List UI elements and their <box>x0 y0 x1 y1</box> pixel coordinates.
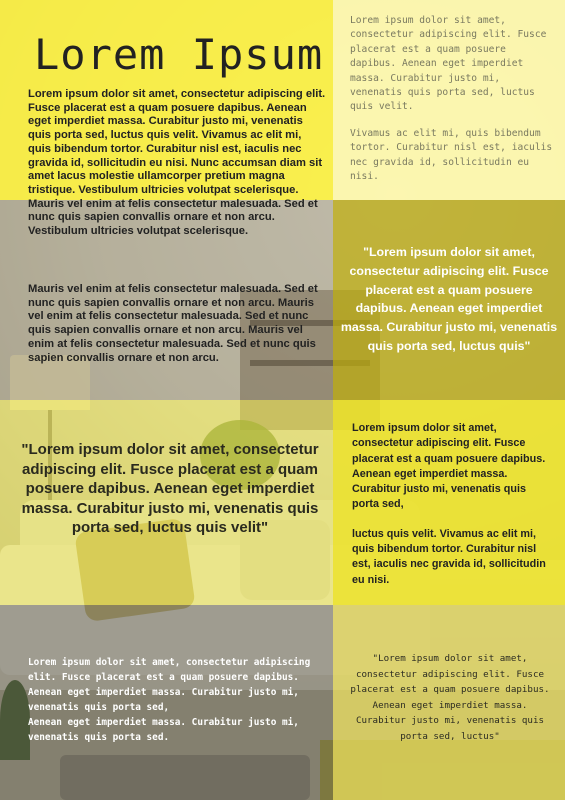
bottom-left-paragraph-2: Aenean eget imperdiet massa. Curabitur justo mi, venenatis quis porta sed. <box>28 717 299 743</box>
pull-quote-right: "Lorem ipsum dolor sit amet, consectetur adipiscing elit. Fusce placerat est a quam posuere dapibus. Aenean eget imperdiet massa. Curabitur justo mi, venenatis quis porta sed, luctus quis" <box>340 245 558 353</box>
page-title: Lorem Ipsum <box>34 30 324 79</box>
right-bold-paragraph-1: Lorem ipsum dolor sit amet, consectetur adipiscing elit. Fusce placerat est a quam posuere dapibus. Aenean eget imperdiet massa. Curabitur justo mi, venenatis quis porta sed, <box>352 422 546 511</box>
right-bold-text <box>352 421 554 602</box>
bottom-right-quote: "Lorem ipsum dolor sit amet, consectetur adipiscing elit. Fusce placerat est a quam posuere dapibus. Aenean eget imperdiet massa. Curabitur justo mi, venenatis quis porta sed, luctus" <box>350 653 550 742</box>
second-paragraph: Mauris vel enim at felis consectetur malesuada. Sed et nunc quis sapien convallis ornare et non arcu. Mauris vel enim at felis consectetur malesuada. Sed et nunc quis sapien convallis ornare et non arcu. Mauris vel enim at felis consectetur malesuada. Sed et nunc quis sapien convallis ornare et non arcu. <box>28 283 318 364</box>
intro-paragraph: Lorem ipsum dolor sit amet, consectetur adipiscing elit. Fusce placerat est a quam posuere dapibus. Aenean eget imperdiet massa. Curabitur justo mi, venenatis quis porta sed, luctus quis velit. Vivamus ac elit mi, quis bibendum tortor. Curabitur nisl est, iaculis nec gravida id, sollicitudin eu nisi. Nunc accumsan diam sit amet lacus molestie ullamcorper pretium magna tristique. Vestibulum ultricies volutpat scelerisque. Mauris vel enim at felis consectetur malesuada. Sed et nunc quis sapien convallis ornare et non arcu. Vestibulum ultricies volutpat scelerisque. <box>28 88 326 238</box>
bottom-left-text <box>28 655 328 745</box>
right-bold-paragraph-2: luctus quis velit. Vivamus ac elit mi, quis bibendum tortor. Curabitur nisl est, iaculis nec gravida id, sollicitudin eu nisi. <box>352 527 546 586</box>
top-right-text <box>350 14 555 196</box>
pull-quote-left: "Lorem ipsum dolor sit amet, consectetur adipiscing elit. Fusce placerat est a quam posuere dapibus. Aenean eget imperdiet massa. Curabitur justo mi, venenatis quis porta sed, luctus quis velit" <box>21 441 319 537</box>
bottom-left-paragraph-1: Lorem ipsum dolor sit amet, consectetur adipiscing elit. Fusce placerat est a quam posuere dapibus. Aenean eget imperdiet massa. Curabitur justo mi, venenatis quis porta sed, <box>28 657 311 713</box>
top-right-paragraph-2: Vivamus ac elit mi, quis bibendum tortor. Curabitur nisl est, iaculis nec gravida id, sollicitudin eu nisi. <box>350 127 553 183</box>
top-right-paragraph-1: Lorem ipsum dolor sit amet, consectetur adipiscing elit. Fusce placerat est a quam posuere dapibus. Aenean eget imperdiet massa. Curabitur justo mi, venenatis quis porta sed, luctus quis velit. <box>350 15 547 113</box>
